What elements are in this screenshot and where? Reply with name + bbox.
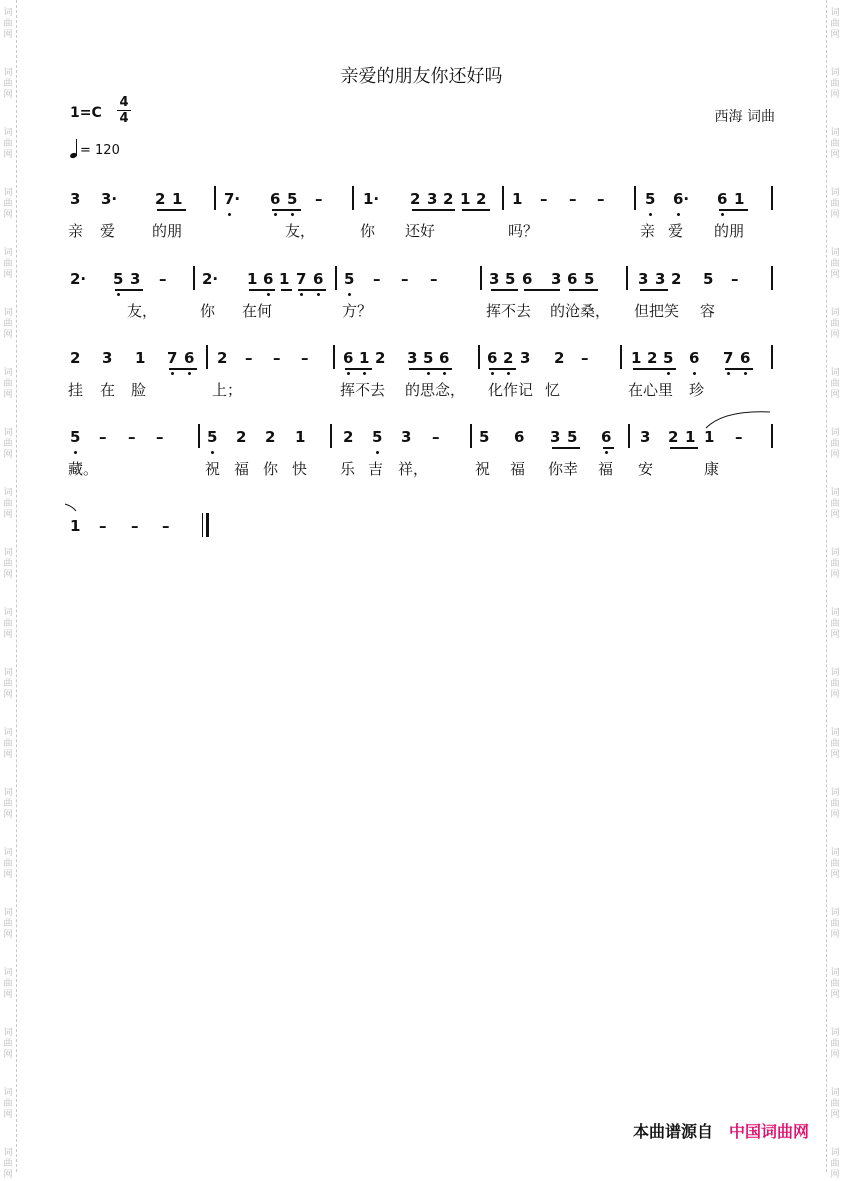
- lyric-text: 乐: [340, 460, 356, 478]
- note-symbol: –: [99, 428, 107, 446]
- note-symbol: 1: [631, 349, 642, 367]
- note-symbol: 6·: [673, 190, 690, 208]
- lyric-text: 你幸: [548, 460, 579, 478]
- note-symbol: –: [131, 517, 139, 535]
- lyric-text: 祝: [475, 460, 491, 478]
- score-row: [0, 190, 843, 250]
- watermark-text: 词 曲 网: [3, 848, 13, 880]
- watermark-text: 词 曲 网: [830, 308, 840, 340]
- note-symbol: 6: [439, 349, 450, 367]
- note-symbol: 5: [344, 270, 355, 288]
- time-signature-bottom: 4: [119, 111, 129, 126]
- note-symbol: 1: [685, 428, 696, 446]
- watermark-text: 词 曲 网: [3, 368, 13, 400]
- watermark-text: 词 曲 网: [830, 188, 840, 220]
- lyric-text: 容: [700, 302, 716, 320]
- note-symbol: 1: [704, 428, 715, 446]
- lyric-text: 在何: [242, 302, 273, 320]
- note-symbol: 2: [343, 428, 354, 446]
- note-symbol: 5: [287, 190, 298, 208]
- note-symbol: 1: [359, 349, 370, 367]
- watermark-text: 词 曲 网: [3, 668, 13, 700]
- watermark-text: 词 曲 网: [3, 908, 13, 940]
- lyric-text: 在心里: [628, 381, 674, 399]
- note-symbol: 5: [423, 349, 434, 367]
- note-symbol: 3: [130, 270, 141, 288]
- low-octave-dot: [443, 372, 446, 375]
- watermark-text: 词 曲 网: [3, 1088, 13, 1120]
- note-symbol: –: [273, 349, 281, 367]
- watermark-text: 词 曲 网: [830, 68, 840, 100]
- watermark-text: 词 曲 网: [3, 1028, 13, 1060]
- eighth-underline: [603, 447, 614, 449]
- note-symbol: 5: [70, 428, 81, 446]
- note-symbol: –: [432, 428, 440, 446]
- composer-credit: 西海 词曲: [714, 109, 775, 125]
- bar-line: [470, 424, 472, 448]
- lyric-text: 祝: [205, 460, 221, 478]
- lyric-text: 你: [360, 222, 376, 240]
- bar-line: [626, 266, 628, 290]
- watermark-text: 词 曲 网: [3, 68, 13, 100]
- eighth-underline: [298, 289, 326, 291]
- note-symbol: 6: [740, 349, 751, 367]
- lyric-text: 亲: [68, 222, 84, 240]
- watermark-text: 词 曲 网: [830, 1028, 840, 1060]
- note-symbol: 3: [640, 428, 651, 446]
- note-symbol: 6: [487, 349, 498, 367]
- watermark-text: 词 曲 网: [830, 728, 840, 760]
- bar-line: [206, 345, 208, 369]
- watermark-text: 词 曲 网: [830, 668, 840, 700]
- watermark-text: 词 曲 网: [3, 608, 13, 640]
- low-octave-dot: [507, 372, 510, 375]
- lyric-text: 方？: [342, 302, 373, 320]
- note-symbol: 2: [503, 349, 514, 367]
- low-octave-dot: [211, 451, 214, 454]
- bar-line: [198, 424, 200, 448]
- watermark-text: 词 曲 网: [830, 608, 840, 640]
- eighth-underline: [725, 368, 753, 370]
- note-symbol: 2: [217, 349, 228, 367]
- lyric-text: 福: [234, 460, 250, 478]
- watermark-text: 词 曲 网: [3, 968, 13, 1000]
- low-octave-dot: [491, 372, 494, 375]
- lyric-text: 化作记: [488, 381, 534, 399]
- lyric-text: 你: [263, 460, 279, 478]
- watermark-text: 词 曲 网: [3, 548, 13, 580]
- tie-arc: [704, 408, 772, 430]
- note-symbol: 1: [279, 270, 290, 288]
- lyric-text: 吉: [368, 460, 384, 478]
- eighth-underline: [633, 368, 676, 370]
- watermark-text: 词 曲 网: [830, 128, 840, 160]
- note-symbol: –: [128, 428, 136, 446]
- note-symbol: 2: [668, 428, 679, 446]
- right-watermark-strip: [826, 0, 843, 1180]
- note-symbol: 3: [655, 270, 666, 288]
- lyric-text: 快: [292, 460, 308, 478]
- note-symbol: –: [735, 428, 743, 446]
- note-symbol: –: [597, 190, 605, 208]
- watermark-text: 词 曲 网: [3, 188, 13, 220]
- key-signature: 1=C: [70, 105, 102, 121]
- note-symbol: 1: [70, 517, 81, 535]
- lyric-text: 忆: [545, 381, 561, 399]
- note-symbol: 7: [167, 349, 178, 367]
- note-symbol: 6: [313, 270, 324, 288]
- note-symbol: 3: [638, 270, 649, 288]
- lyric-text: 还好: [405, 222, 436, 240]
- low-octave-dot: [188, 372, 191, 375]
- note-symbol: 3: [551, 270, 562, 288]
- lyric-text: 吗？: [508, 222, 539, 240]
- lyric-text: 的沧桑，: [550, 302, 611, 320]
- low-octave-dot: [677, 213, 680, 216]
- watermark-text: 词 曲 网: [830, 368, 840, 400]
- eighth-underline: [157, 209, 186, 211]
- eighth-underline: [169, 368, 197, 370]
- final-bar-line: [202, 513, 207, 537]
- note-symbol: 2: [554, 349, 565, 367]
- note-symbol: –: [401, 270, 409, 288]
- note-symbol: 5: [372, 428, 383, 446]
- lyric-text: 珍: [689, 381, 705, 399]
- note-symbol: 5: [645, 190, 656, 208]
- song-title: 亲爱的朋友你还好吗: [340, 66, 503, 87]
- bar-line: [333, 345, 335, 369]
- low-octave-dot: [667, 372, 670, 375]
- note-symbol: 7: [296, 270, 307, 288]
- score-row: [0, 428, 843, 488]
- score-row: [0, 349, 843, 409]
- watermark-text: 词 曲 网: [830, 788, 840, 820]
- note-symbol: –: [569, 190, 577, 208]
- note-symbol: 6: [343, 349, 354, 367]
- low-octave-dot: [274, 213, 277, 216]
- note-symbol: –: [581, 349, 589, 367]
- note-symbol: 7: [723, 349, 734, 367]
- low-octave-dot: [74, 451, 77, 454]
- low-octave-dot: [744, 372, 747, 375]
- note-symbol: –: [99, 517, 107, 535]
- eighth-underline: [412, 209, 455, 211]
- bar-line: [771, 345, 773, 369]
- note-symbol: 3: [489, 270, 500, 288]
- note-symbol: 2: [476, 190, 487, 208]
- note-symbol: 2: [70, 349, 81, 367]
- watermark-text: 词 曲 网: [830, 848, 840, 880]
- lyric-text: 福: [510, 460, 526, 478]
- score-row: [0, 517, 843, 577]
- note-symbol: 6: [263, 270, 274, 288]
- note-symbol: –: [159, 270, 167, 288]
- footer-source: [633, 1119, 809, 1142]
- watermark-text: 词 曲 网: [3, 728, 13, 760]
- bar-line: [352, 186, 354, 210]
- low-octave-dot: [317, 293, 320, 296]
- low-octave-dot: [427, 372, 430, 375]
- note-symbol: 2·: [202, 270, 219, 288]
- watermark-text: 词 曲 网: [830, 908, 840, 940]
- eighth-underline: [552, 447, 580, 449]
- lyric-text: 祥，: [398, 460, 429, 478]
- note-symbol: 6: [567, 270, 578, 288]
- note-symbol: 1: [512, 190, 523, 208]
- note-symbol: –: [301, 349, 309, 367]
- note-symbol: 2: [265, 428, 276, 446]
- note-symbol: 3: [102, 349, 113, 367]
- bar-line: [330, 424, 332, 448]
- lyric-text: 在: [100, 381, 116, 399]
- note-symbol: 3·: [101, 190, 118, 208]
- eighth-underline: [345, 368, 372, 370]
- note-symbol: –: [156, 428, 164, 446]
- watermark-text: 词 曲 网: [830, 968, 840, 1000]
- low-octave-dot: [171, 372, 174, 375]
- lyric-text: 的朋: [152, 222, 183, 240]
- note-symbol: 2: [443, 190, 454, 208]
- eighth-underline: [272, 209, 301, 211]
- lyric-text: 但把笑: [634, 302, 680, 320]
- note-symbol: 5: [663, 349, 674, 367]
- lyric-text: 爱: [668, 222, 684, 240]
- note-symbol: 1: [172, 190, 183, 208]
- note-symbol: 6: [717, 190, 728, 208]
- low-octave-dot: [727, 372, 730, 375]
- watermark-text: 词 曲 网: [830, 488, 840, 520]
- source-label: 本曲谱源自: [632, 1122, 713, 1141]
- low-octave-dot: [347, 372, 350, 375]
- low-octave-dot: [376, 451, 379, 454]
- quarter-note-icon: [70, 138, 80, 158]
- lyric-text: 安: [638, 460, 654, 478]
- time-signature: [117, 96, 131, 125]
- note-symbol: 2·: [70, 270, 87, 288]
- note-symbol: –: [731, 270, 739, 288]
- lyric-text: 挂: [68, 381, 84, 399]
- note-symbol: 5: [479, 428, 490, 446]
- lyric-text: 挥不去: [486, 302, 532, 320]
- note-symbol: 1: [247, 270, 258, 288]
- note-symbol: 2: [410, 190, 421, 208]
- note-symbol: 6: [270, 190, 281, 208]
- note-symbol: 6: [184, 349, 195, 367]
- watermark-text: 词 曲 网: [830, 8, 840, 40]
- lyric-text: 亲: [640, 222, 656, 240]
- watermark-text: 词 曲 网: [3, 1148, 13, 1180]
- low-octave-dot: [117, 293, 120, 296]
- watermark-text: 词 曲 网: [3, 308, 13, 340]
- time-signature-top: 4: [119, 95, 129, 110]
- bar-line: [771, 186, 773, 210]
- lyric-text: 上；: [212, 381, 243, 399]
- note-symbol: 1: [460, 190, 471, 208]
- tempo-value: = 120: [80, 143, 120, 158]
- lyric-text: 脸: [131, 381, 147, 399]
- bar-line: [214, 186, 216, 210]
- lyric-text: 挥不去: [340, 381, 386, 399]
- left-watermark-strip: [0, 0, 17, 1180]
- bar-line: [478, 345, 480, 369]
- lyric-text: 福: [598, 460, 614, 478]
- score-row: [0, 270, 843, 330]
- watermark-text: 词 曲 网: [830, 1088, 840, 1120]
- lyric-text: 爱: [100, 222, 116, 240]
- note-symbol: 2: [236, 428, 247, 446]
- low-octave-dot: [228, 213, 231, 216]
- watermark-text: 词 曲 网: [830, 548, 840, 580]
- site-brand: 中国词曲网: [728, 1122, 809, 1141]
- note-symbol: –: [315, 190, 323, 208]
- note-symbol: 3: [520, 349, 531, 367]
- note-symbol: –: [245, 349, 253, 367]
- lyric-text: 康: [704, 460, 720, 478]
- note-symbol: 1: [295, 428, 306, 446]
- bar-line: [771, 266, 773, 290]
- bar-line: [628, 424, 630, 448]
- lyric-text: 友，: [285, 222, 316, 240]
- lyric-text: 你: [200, 302, 216, 320]
- bar-line: [480, 266, 482, 290]
- note-symbol: 6: [689, 349, 700, 367]
- bar-line: [634, 186, 636, 210]
- note-symbol: 3: [407, 349, 418, 367]
- watermark-text: 词 曲 网: [3, 788, 13, 820]
- note-symbol: 5: [505, 270, 516, 288]
- bar-line: [620, 345, 622, 369]
- note-symbol: 5: [113, 270, 124, 288]
- note-symbol: 5: [703, 270, 714, 288]
- watermark-text: 词 曲 网: [830, 1148, 840, 1180]
- eighth-underline: [719, 209, 748, 211]
- bar-line: [502, 186, 504, 210]
- eighth-underline: [115, 289, 143, 291]
- note-symbol: 5: [207, 428, 218, 446]
- tie-arc: [64, 503, 78, 513]
- note-symbol: 6: [514, 428, 525, 446]
- low-octave-dot: [363, 372, 366, 375]
- eighth-underline: [489, 368, 516, 370]
- eighth-underline: [640, 289, 668, 291]
- low-octave-dot: [348, 293, 351, 296]
- note-symbol: 3: [427, 190, 438, 208]
- eighth-underline: [670, 447, 698, 449]
- note-symbol: –: [162, 517, 170, 535]
- watermark-text: 词 曲 网: [3, 8, 13, 40]
- eighth-underline: [249, 289, 275, 291]
- watermark-text: 词 曲 网: [3, 248, 13, 280]
- note-symbol: 6: [601, 428, 612, 446]
- eighth-underline: [409, 368, 452, 370]
- note-symbol: 3: [70, 190, 81, 208]
- note-symbol: 2: [647, 349, 658, 367]
- eighth-underline: [491, 289, 518, 291]
- eighth-underline: [281, 289, 292, 291]
- bar-line: [193, 266, 195, 290]
- low-octave-dot: [291, 213, 294, 216]
- tempo-marking: [70, 138, 120, 158]
- low-octave-dot: [721, 213, 724, 216]
- note-symbol: –: [540, 190, 548, 208]
- lyric-text: 藏。: [68, 460, 99, 478]
- note-symbol: 3: [550, 428, 561, 446]
- note-symbol: 1: [135, 349, 146, 367]
- note-symbol: 5: [584, 270, 595, 288]
- note-symbol: 6: [522, 270, 533, 288]
- bar-line: [335, 266, 337, 290]
- lyric-text: 的朋: [714, 222, 745, 240]
- note-symbol: –: [430, 270, 438, 288]
- eighth-underline: [462, 209, 490, 211]
- note-symbol: 1·: [363, 190, 380, 208]
- lyric-text: 友，: [127, 302, 158, 320]
- low-octave-dot: [693, 372, 696, 375]
- low-octave-dot: [649, 213, 652, 216]
- note-symbol: 5: [567, 428, 578, 446]
- watermark-text: 词 曲 网: [830, 428, 840, 460]
- eighth-underline: [569, 289, 598, 291]
- note-symbol: 2: [155, 190, 166, 208]
- lyric-text: 的思念，: [405, 381, 466, 399]
- note-symbol: 2: [671, 270, 682, 288]
- note-symbol: –: [373, 270, 381, 288]
- watermark-text: 词 曲 网: [3, 488, 13, 520]
- watermark-text: 词 曲 网: [830, 248, 840, 280]
- watermark-text: 词 曲 网: [3, 428, 13, 460]
- low-octave-dot: [300, 293, 303, 296]
- eighth-underline: [524, 289, 560, 291]
- note-symbol: 2: [375, 349, 386, 367]
- low-octave-dot: [605, 451, 608, 454]
- note-symbol: 7·: [224, 190, 241, 208]
- note-symbol: 3: [401, 428, 412, 446]
- watermark-text: 词 曲 网: [3, 128, 13, 160]
- note-symbol: 1: [734, 190, 745, 208]
- low-octave-dot: [267, 293, 270, 296]
